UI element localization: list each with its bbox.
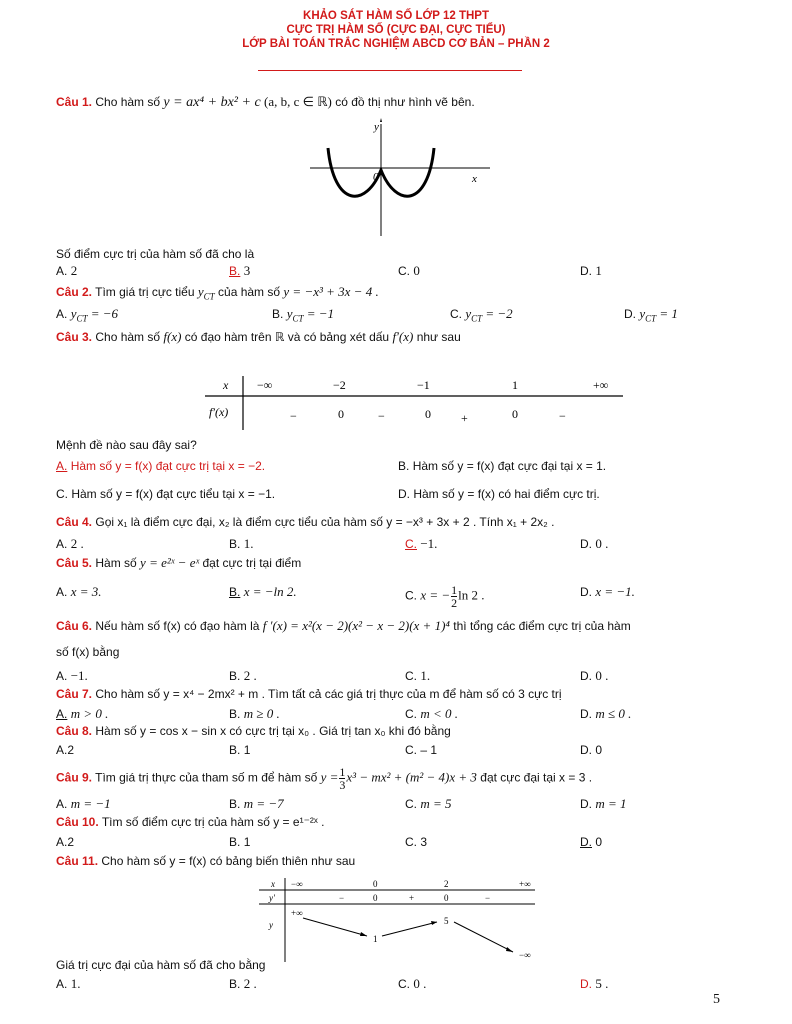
q3-option-b[interactable]: B. Hàm số y = f(x) đạt cực đại tại x = 1. (398, 459, 607, 473)
q11-option-b[interactable]: B. 2 . (229, 976, 257, 991)
q1-option-b[interactable]: B. 3 (229, 263, 251, 278)
q6-option-b[interactable]: B. 2 . (229, 668, 257, 683)
svg-text:+: + (409, 893, 415, 903)
q3-option-d[interactable]: D. Hàm số y = f(x) có hai điểm cực trị. (398, 487, 600, 501)
q7-stem: Câu 7. Cho hàm số y = x⁴ − 2mx² + m . Tìm tất cả các giá trị thực của m để hàm số có 3 cực trị (56, 687, 562, 701)
q10-stem: Câu 10. Tìm số điểm cực trị của hàm số y = e¹⁻²ˣ . (56, 815, 325, 829)
q7-option-b[interactable]: B. m ≥ 0 . (229, 706, 280, 721)
q6-option-d[interactable]: D. 0 . (580, 668, 609, 683)
q10-option-c[interactable]: C. 3 (405, 835, 428, 849)
q4-stem: Câu 4. Gọi x₁ là điểm cực đại, x₂ là điểm cực tiểu của hàm số y = −x³ + 3x + 2 . Tính x₁ + 2x₂ . (56, 515, 555, 529)
q11-variation-table (257, 876, 537, 962)
q5-option-d[interactable]: D. x = −1. (580, 584, 635, 599)
svg-text:−: − (339, 893, 345, 903)
q8-option-a[interactable]: A.2 (56, 743, 75, 757)
q7-option-a[interactable]: A. m > 0 . (56, 706, 109, 721)
svg-text:−: − (485, 893, 491, 903)
q9-option-c[interactable]: C. m = 5 (405, 796, 452, 811)
q2-option-d[interactable]: D. $y_{CT} = 1$ (624, 306, 678, 324)
q3-option-a[interactable]: A. Hàm số y = f(x) đạt cực trị tại x = −2. (56, 459, 266, 473)
q5-option-a[interactable]: A. x = 3. (56, 584, 102, 599)
svg-text:5: 5 (444, 916, 449, 926)
svg-text:+: + (461, 411, 468, 425)
q1-prompt: Số điểm cực trị của hàm số đã cho là (56, 247, 255, 261)
q5-option-b[interactable]: B. x = −ln 2. (229, 584, 297, 599)
svg-text:f′(x): f′(x) (209, 405, 229, 419)
q10-option-b[interactable]: B. 1 (229, 835, 251, 849)
q4-option-b[interactable]: B. 1. (229, 536, 254, 551)
q11-option-a[interactable]: A. 1. (56, 976, 81, 991)
q10-option-a[interactable]: A.2 (56, 835, 75, 849)
svg-text:−: − (378, 409, 385, 423)
svg-text:0: 0 (373, 879, 378, 889)
svg-text:y′: y′ (269, 893, 275, 903)
q1-option-c[interactable]: C. 0 (398, 263, 420, 278)
svg-text:+∞: +∞ (519, 879, 531, 889)
q6-option-c[interactable]: C. 1. (405, 668, 431, 683)
svg-text:0: 0 (338, 407, 344, 421)
q5-stem: Câu 5. Hàm số y = e²ˣ − eˣ đạt cực trị tại điểm (56, 555, 302, 570)
q5-option-c[interactable]: C. x = − $\frac{1}{2}$ ln 2 . (405, 583, 485, 610)
q1-graph (300, 118, 500, 238)
title-line-1: KHẢO SÁT HÀM SỐ LỚP 12 THPT (303, 10, 489, 22)
q6-option-a[interactable]: A. −1. (56, 668, 88, 683)
q7-option-d[interactable]: D. m ≤ 0 . (580, 706, 632, 721)
svg-text:−∞: −∞ (519, 950, 531, 960)
q1-option-a[interactable]: A. 2 (56, 263, 78, 278)
svg-text:−∞: −∞ (291, 879, 303, 889)
q1-stem: Câu 1. Cho hàm số y = ax⁴ + bx² + c (a, b, c ∈ ℝ) có đồ thị như hình vẽ bên. (56, 94, 475, 110)
q8-option-b[interactable]: B. 1 (229, 743, 251, 757)
q3-stem: Câu 3. Cho hàm số f(x) có đạo hàm trên ℝ và có bảng xét dấu f′(x) như sau (56, 329, 461, 344)
q7-option-c[interactable]: C. m < 0 . (405, 706, 459, 721)
q11-option-d[interactable]: D. 5 . (580, 976, 609, 991)
q8-option-d[interactable]: D. 0 (580, 743, 603, 757)
svg-text:−∞: −∞ (257, 378, 273, 392)
page-number: 5 (713, 992, 720, 1007)
header-divider (258, 70, 522, 71)
svg-text:−1: −1 (417, 378, 430, 392)
q11-option-c[interactable]: C. 0 . (398, 976, 427, 991)
q6-stem-cont: số f(x) bằng (56, 645, 120, 659)
svg-text:0: 0 (512, 407, 518, 421)
svg-text:2: 2 (444, 879, 449, 889)
q4-option-c[interactable]: C. −1. (405, 536, 438, 551)
title-line-2: CỰC TRỊ HÀM SỐ (CỰC ĐẠI, CỰC TIỂU) (286, 24, 506, 36)
q10-option-d[interactable]: D. 0 (580, 835, 603, 849)
svg-text:0: 0 (373, 893, 378, 903)
q9-option-d[interactable]: D. m = 1 (580, 796, 627, 811)
q2-option-a[interactable]: A. $y_{CT} = -6$ (56, 306, 119, 324)
q3-option-c[interactable]: C. Hàm số y = f(x) đạt cực tiểu tại x = −1. (56, 487, 276, 501)
q4-option-d[interactable]: D. 0 . (580, 536, 609, 551)
q2-option-c[interactable]: C. $y_{CT} = -2$ (450, 306, 513, 324)
svg-text:+∞: +∞ (593, 378, 609, 392)
q11-stem: Câu 11. Cho hàm số y = f(x) có bảng biến thiên như sau (56, 854, 356, 868)
svg-text:−2: −2 (333, 378, 346, 392)
q9-stem: Câu 9. Tìm giá trị thực của tham số m để hàm số y = $\frac{1}{3}$ x³ − mx² + (m² − 4)x + 3 đạt cực đại tại x = 3 . (56, 765, 593, 792)
q8-option-c[interactable]: C. – 1 (405, 743, 438, 757)
q8-stem: Câu 8. Hàm số y = cos x − sin x có cực trị tại x₀ . Giá trị tan x₀ khi đó bằng (56, 724, 451, 738)
svg-text:x: x (271, 879, 275, 889)
svg-text:+∞: +∞ (291, 908, 303, 918)
origin-label: 0 (373, 171, 379, 183)
q1-option-d[interactable]: D. 1 (580, 263, 602, 278)
x-axis-label: x (472, 173, 477, 185)
svg-text:y: y (269, 920, 273, 930)
svg-text:1: 1 (512, 378, 518, 392)
q11-prompt: Giá trị cực đại của hàm số đã cho bằng (56, 958, 266, 972)
svg-text:0: 0 (425, 407, 431, 421)
svg-text:1: 1 (373, 934, 378, 944)
q3-sign-table (205, 372, 625, 432)
q3-prompt: Mệnh đề nào sau đây sai? (56, 438, 197, 452)
q9-option-b[interactable]: B. m = −7 (229, 796, 284, 811)
svg-text:0: 0 (444, 893, 449, 903)
svg-text:−: − (290, 409, 297, 423)
q4-option-a[interactable]: A. 2 . (56, 536, 84, 551)
title-line-3: LỚP BÀI TOÁN TRẮC NGHIỆM ABCD CƠ BẢN – PHẦN 2 (242, 38, 550, 50)
q2-option-b[interactable]: B. $y_{CT} = -1$ (272, 306, 335, 324)
q9-option-a[interactable]: A. m = −1 (56, 796, 111, 811)
q6-stem: Câu 6. Nếu hàm số f(x) có đạo hàm là f ′(x) = x²(x − 2)(x² − x − 2)(x + 1)⁴ thì tổng các điểm cực trị của hàm (56, 618, 631, 633)
y-axis-label: y (374, 121, 379, 133)
svg-text:−: − (559, 409, 566, 423)
q2-stem: Câu 2. Tìm giá trị cực tiểu $y_{CT}$ của hàm số y = −x³ + 3x − 4 . (56, 284, 379, 302)
svg-text:x: x (223, 378, 229, 392)
